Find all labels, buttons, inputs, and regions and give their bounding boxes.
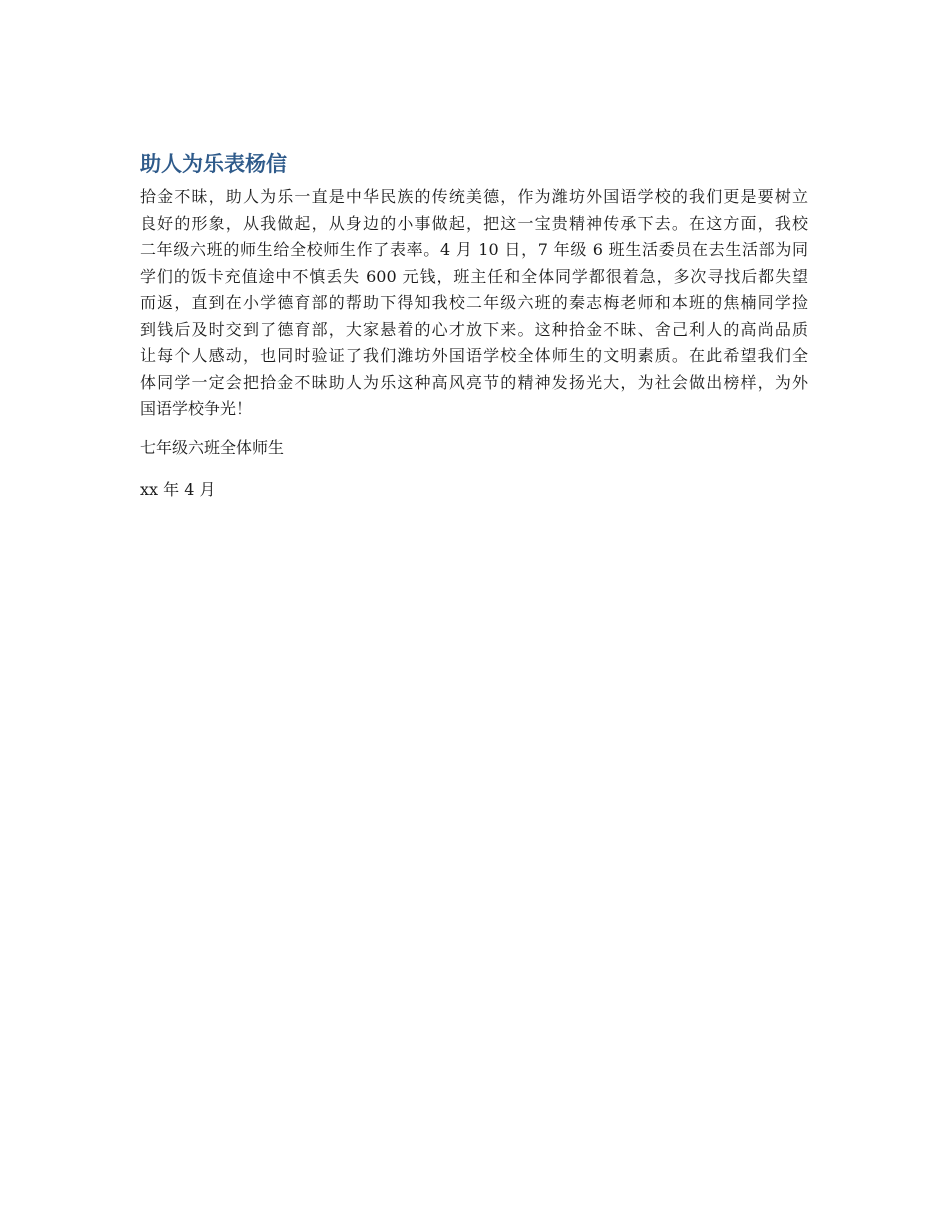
body-paragraph [140,184,808,423]
document-title: 助人为乐表杨信 [140,152,287,176]
body-line: 体同学一定会把拾金不昧助人为乐这种高风亮节的精神发扬光大，为社会做出榜样，为外 [140,372,808,392]
signature: 七年级六班全体师生 [140,437,285,457]
body-line: 拾金不昧，助人为乐一直是中华民族的传统美德，作为潍坊外国语学校的我们更是要树立 [140,187,808,206]
body-line: 国语学校争光！ [140,399,253,418]
body-line: 二年级六班的师生给全校师生作了表率。4 月 10 日，7 年级 6 班生活委员在去生活部为同 [140,240,808,259]
document-content [140,148,808,503]
body-line: 学们的饭卡充值途中不慎丢失 600 元钱，班主任和全体同学都很着急，多次寻找后都失望 [140,266,808,286]
body-line: 让每个人感动，也同时验证了我们潍坊外国语学校全体师生的文明素质。在此希望我们全 [140,346,808,365]
body-line: 到钱后及时交到了德育部，大家悬着的心才放下来。这种拾金不昧、舍己利人的高尚品质 [140,319,808,339]
body-line: 而返，直到在小学德育部的帮助下得知我校二年级六班的秦志梅老师和本班的焦楠同学捡 [140,293,808,312]
body-line: 良好的形象，从我做起，从身边的小事做起，把这一宝贵精神传承下去。在这方面，我校 [140,213,808,233]
date: xx 年 4 月 [140,479,216,499]
